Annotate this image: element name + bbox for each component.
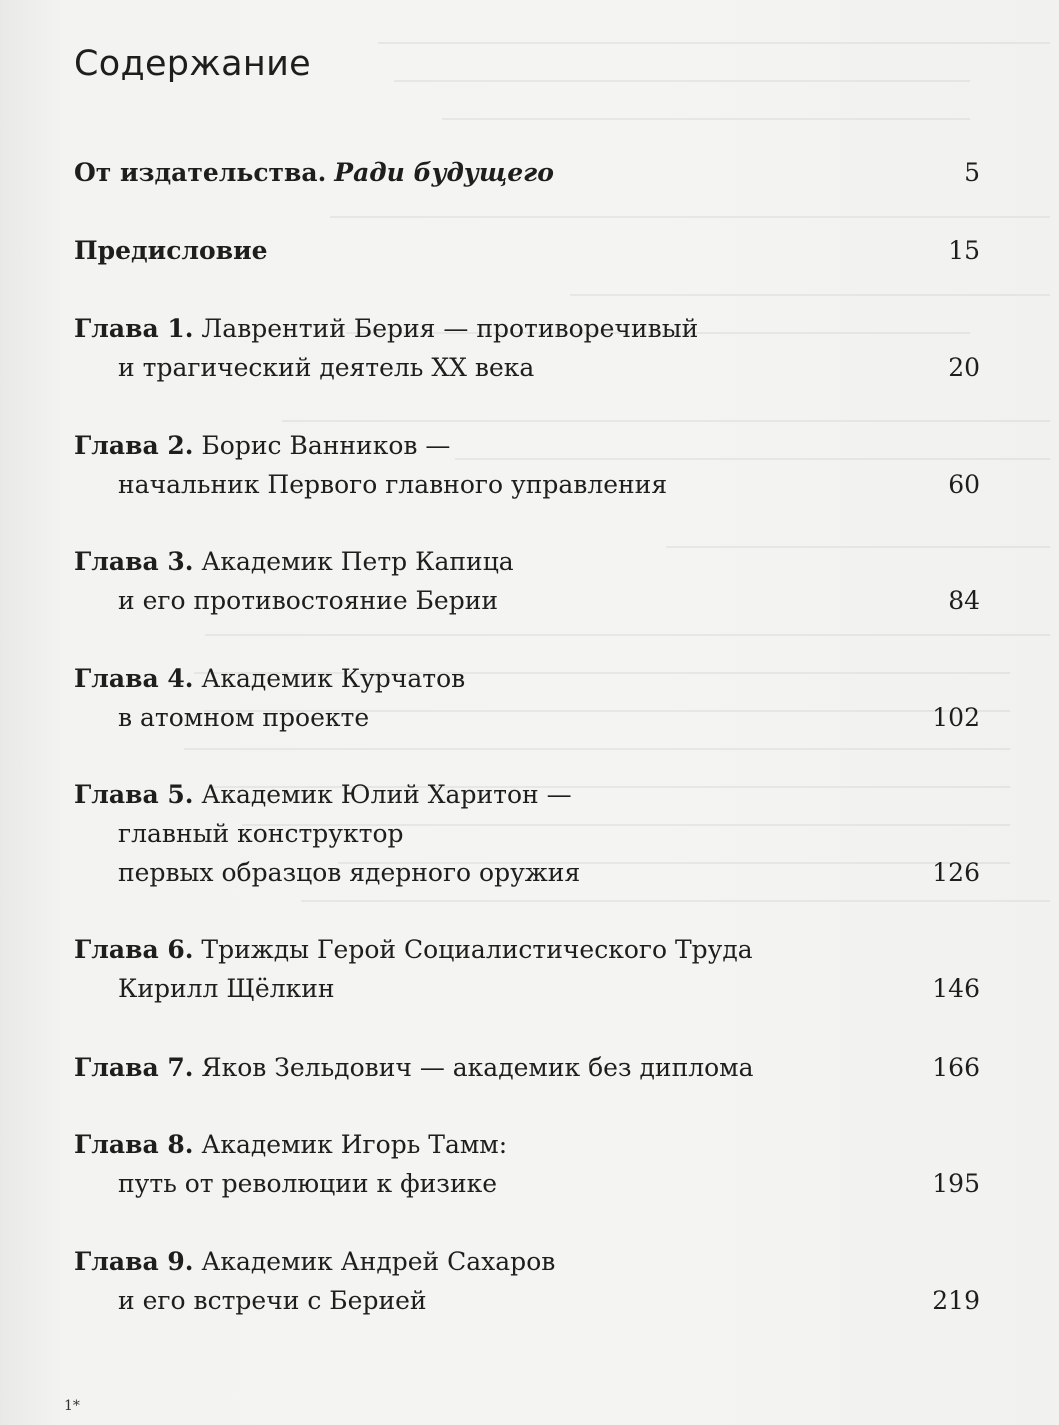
- chapter-title-line: и его встречи с Берией: [118, 1286, 427, 1315]
- page-number: 126: [932, 858, 980, 887]
- entry-lead: От издательства.: [74, 158, 327, 187]
- chapter-label: Глава 5.: [74, 780, 194, 809]
- chapter-title-line: Борис Ванников —: [201, 431, 451, 460]
- chapter-label: Глава 8.: [74, 1130, 194, 1159]
- page-number: 5: [964, 158, 980, 187]
- page-number: 166: [932, 1053, 980, 1082]
- page-number: 84: [948, 586, 980, 615]
- toc-entry-chapter-7[interactable]: [74, 1048, 984, 1087]
- entry-lead: Предисловие: [74, 236, 268, 265]
- chapter-title-line: и трагический деятель XX века: [118, 353, 535, 382]
- chapter-title-line: Академик Игорь Тамм:: [201, 1130, 508, 1159]
- chapter-title-line: Трижды Герой Социалистического Труда: [201, 935, 753, 964]
- page-number: 146: [932, 974, 980, 1003]
- toc-entry-publisher[interactable]: [74, 153, 984, 192]
- chapter-label: Глава 9.: [74, 1247, 194, 1276]
- page-number: 195: [932, 1169, 980, 1198]
- chapter-label: Глава 3.: [74, 547, 194, 576]
- toc-entry-chapter-4[interactable]: [74, 659, 984, 737]
- page-number: 20: [948, 353, 980, 382]
- toc-entry-chapter-9[interactable]: [74, 1242, 984, 1320]
- page-number: 219: [932, 1286, 980, 1315]
- toc-entry-chapter-3[interactable]: [74, 542, 984, 620]
- toc-entry-chapter-2[interactable]: [74, 426, 984, 504]
- chapter-label: Глава 1.: [74, 314, 194, 343]
- chapter-title-line: Академик Курчатов: [201, 664, 466, 693]
- toc-entry-preface[interactable]: [74, 231, 984, 270]
- chapter-label: Глава 6.: [74, 935, 194, 964]
- entry-italic-title: Ради будущего: [334, 158, 554, 187]
- toc-entry-chapter-6[interactable]: [74, 930, 984, 1008]
- chapter-title-line: начальник Первого главного управления: [118, 470, 668, 499]
- chapter-title-line: Кирилл Щёлкин: [118, 974, 335, 1003]
- toc-entry-chapter-1[interactable]: [74, 309, 984, 387]
- chapter-title-line: Лаврентий Берия — противоречивый: [201, 314, 699, 343]
- chapter-label: Глава 7.: [74, 1053, 194, 1082]
- chapter-title-line: главный конструктор: [118, 819, 404, 848]
- chapter-label: Глава 4.: [74, 664, 194, 693]
- toc-entry-chapter-8[interactable]: [74, 1125, 984, 1203]
- chapter-title-line: Академик Андрей Сахаров: [201, 1247, 556, 1276]
- toc-entry-chapter-5[interactable]: [74, 775, 984, 892]
- chapter-title-line: первых образцов ядерного оружия: [118, 858, 581, 887]
- chapter-title-line: Академик Юлий Харитон —: [201, 780, 572, 809]
- page-number: 60: [948, 470, 980, 499]
- page-number: 102: [932, 703, 980, 732]
- chapter-label: Глава 2.: [74, 431, 194, 460]
- chapter-title-line: путь от революции к физике: [118, 1169, 498, 1198]
- chapter-title-line: в атомном проекте: [118, 703, 370, 732]
- toc-heading: Содержание: [74, 44, 311, 84]
- page-number: 15: [948, 236, 980, 265]
- signature-mark: 1*: [64, 1398, 80, 1414]
- chapter-title-line: и его противостояние Берии: [118, 586, 499, 615]
- chapter-title-line: Академик Петр Капица: [201, 547, 514, 576]
- chapter-title-line: Яков Зельдович — академик без диплома: [201, 1053, 754, 1082]
